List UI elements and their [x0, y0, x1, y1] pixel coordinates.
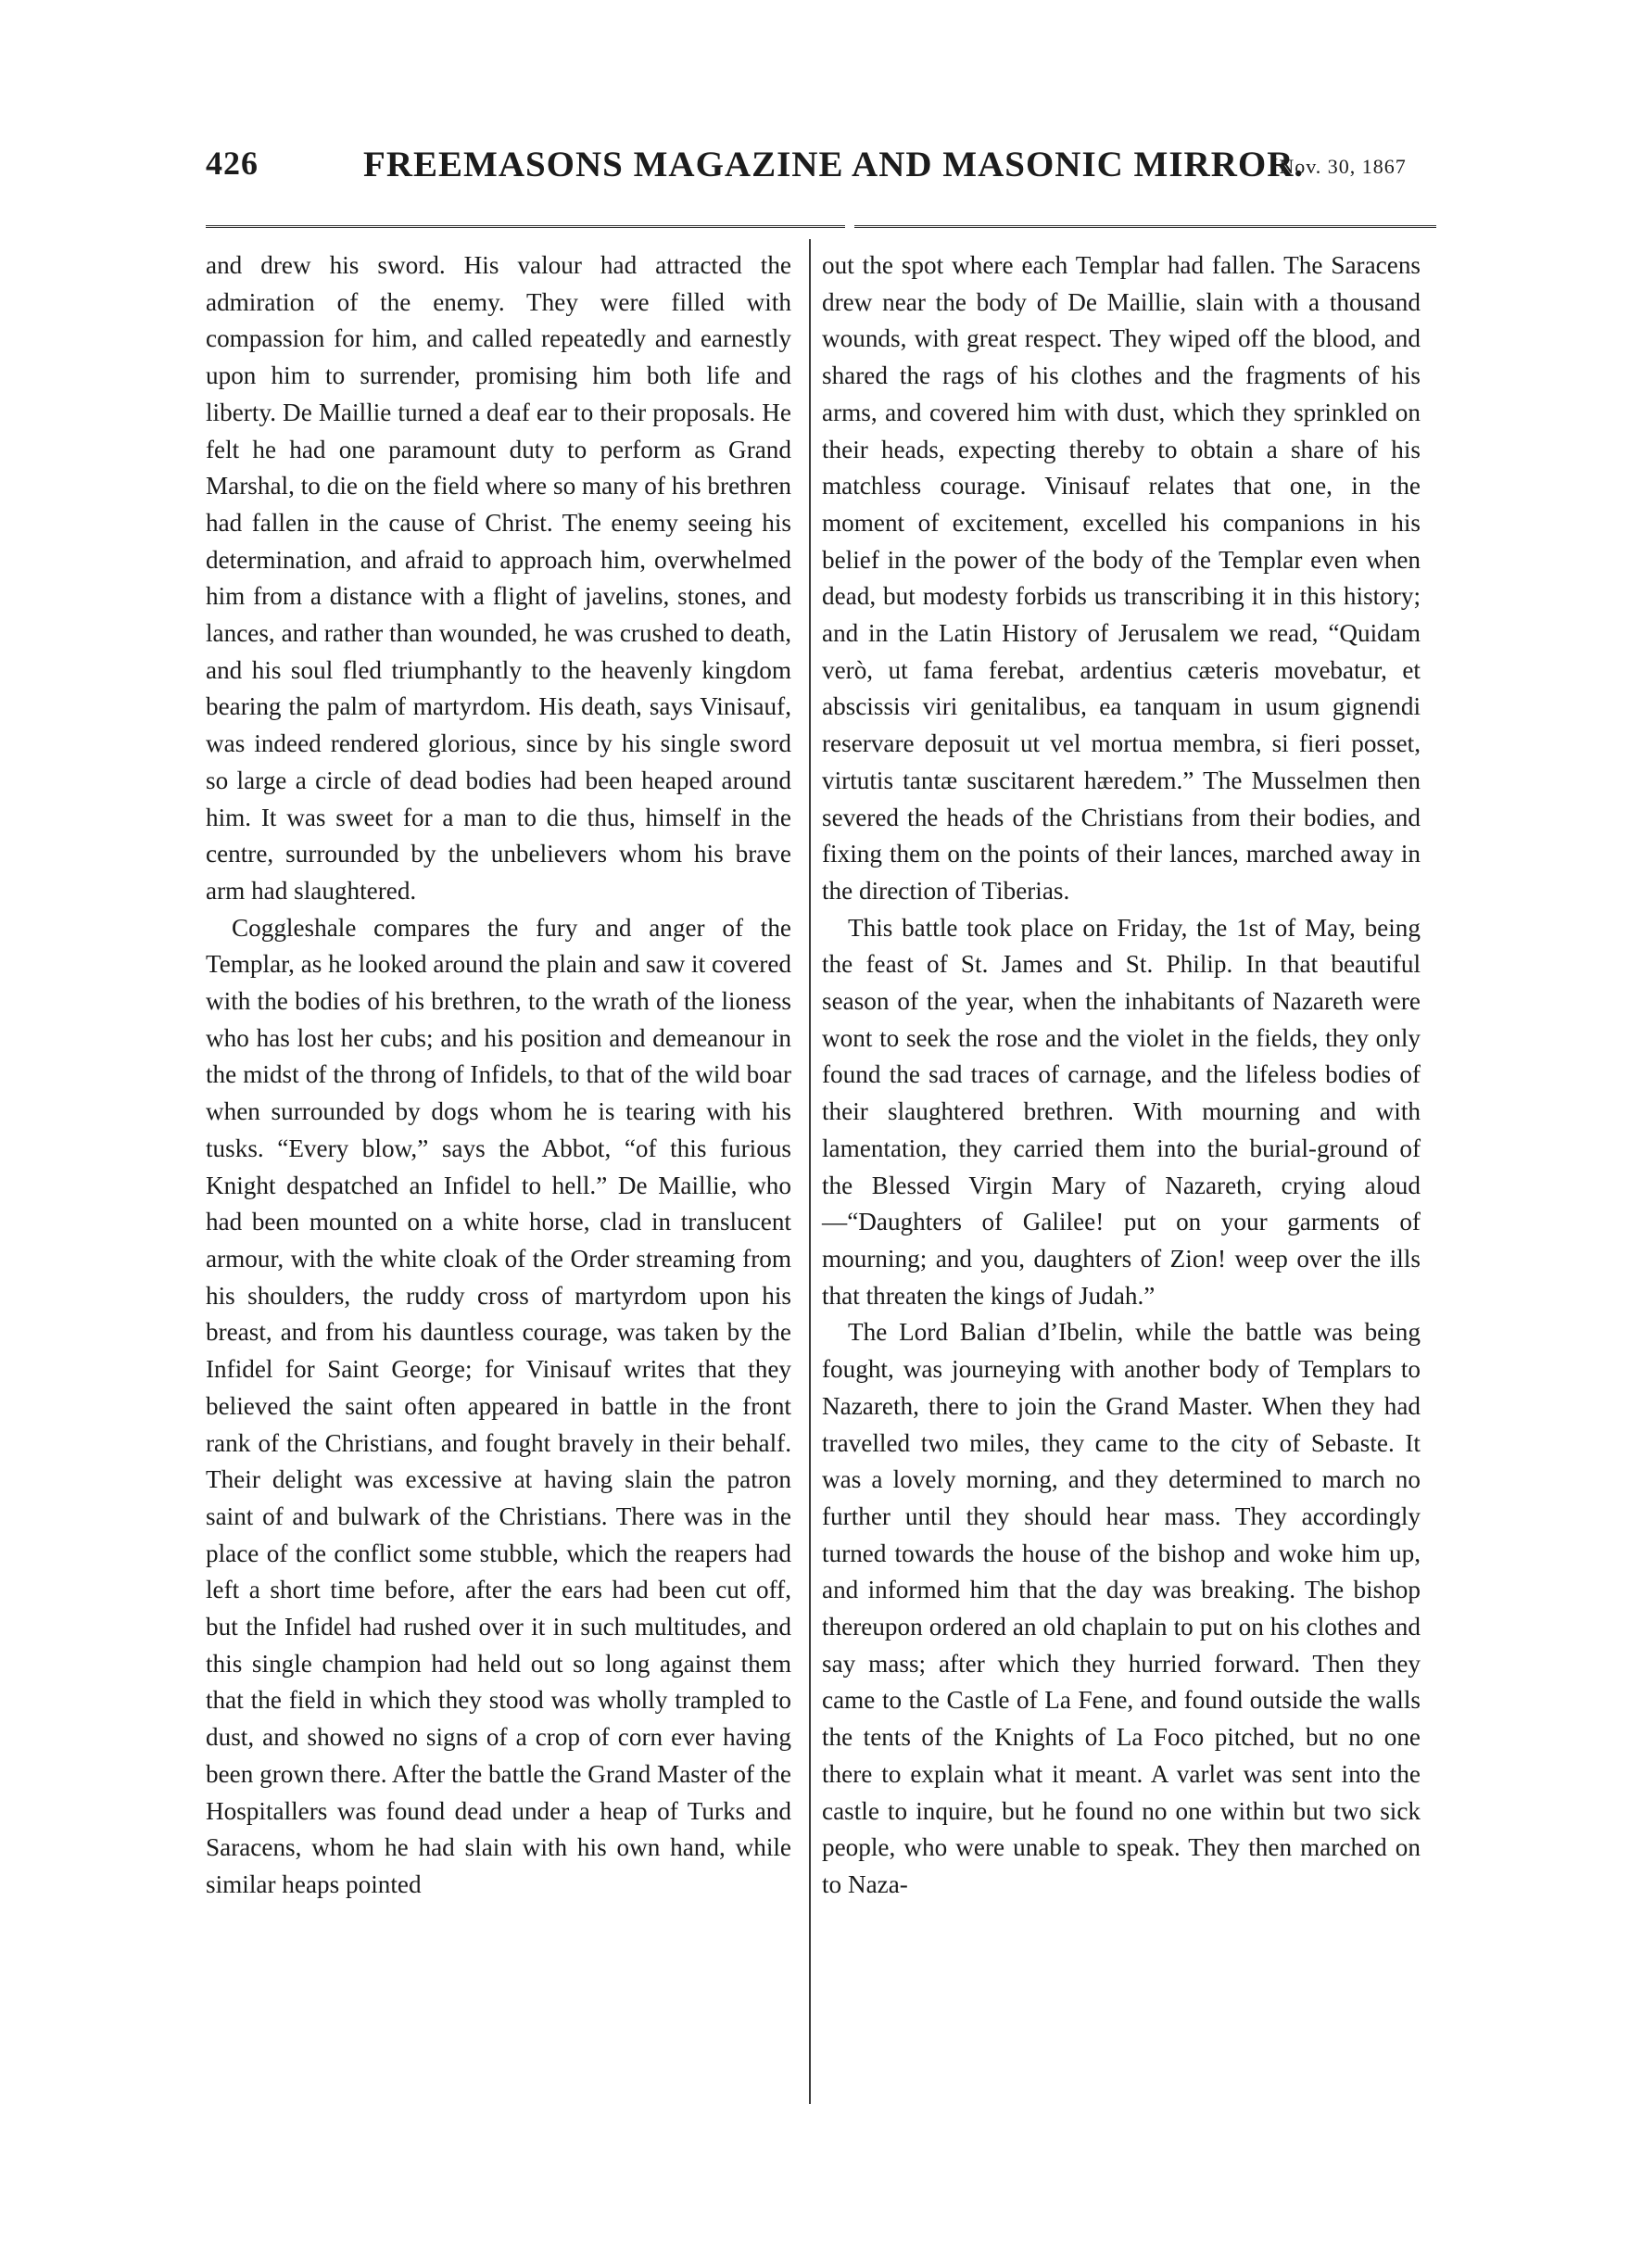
paragraph: out the spot where each Templar had fallen. The Saracens drew near the body of De Maillie, slain with a thousand wounds, with great respect. They wiped off the blood, and shared the rags of his clothes and the fragments of his arms, and covered him with dust, which they sprinkled on their heads, expecting thereby to obtain a share of his matchless courage. Vinisauf relates that one, in the moment of excitement, excelled his companions in his belief in the power of the body of the Templar even when dead, but modesty forbids us transcribing it in this history; and in the Latin History of Jerusalem we read, “Quidam verò, ut fama ferebat, ardentius cæteris movebatur, et abscissis viri genitalibus, ea tanquam in usum gignendi reservare deposuit ut vel mortua membra, si fieri posset, virtutis tantæ suscitarent hæredem.” The Musselmen then severed the heads of the Christians from their bodies, and fixing them on the points of their lances, marched away in the direction of Tiberias.: [822, 251, 1421, 905]
magazine-title: FREEMASONS MAGAZINE AND MASONIC MIRROR.: [363, 145, 1305, 184]
issue-date: [Nov. 30, 1867: [1271, 155, 1407, 178]
column-divider: [809, 239, 811, 2104]
page-number: 426: [206, 145, 259, 182]
paragraph: The Lord Balian d’Ibelin, while the battle was being fought, was journeying with another body of Templars to Nazareth, there to join the Grand Master. When they had travelled two miles, they came to the city of Sebaste. It was a lovely morning, and they determined to march no further until they should hear mass. They accordingly turned towards the house of the bishop and woke him up, and informed him that the day was breaking. The bishop thereupon ordered an old chaplain to put on his clothes and say mass; after which they hurried forward. Then they came to the Castle of La Fene, and found outside the walls the tents of the Knights of La Foco pitched, but no one there to explain what it meant. A varlet was sent into the castle to inquire, but he found no one within but two sick people, who were unable to speak. They then marched on to Naza-: [822, 1318, 1421, 1898]
header-rule-left: [206, 225, 845, 232]
paragraph: and drew his sword. His valour had attracted the admiration of the enemy. They were filled with compassion for him, and called repeatedly and earnestly upon him to surrender, promising him both life and liberty. De Maillie turned a deaf ear to their proposals. He felt he had one paramount duty to perform as Grand Marshal, to die on the field where so many of his brethren had fallen in the cause of Christ. The enemy seeing his determination, and afraid to approach him, overwhelmed him from a distance with a flight of javelins, stones, and lances, and rather than wounded, he was crushed to death, and his soul fled triumphantly to the heavenly kingdom bearing the palm of martyrdom. His death, says Vinisauf, was indeed rendered glorious, since by his single sword so large a circle of dead bodies had been heaped around him. It was sweet for a man to die thus, himself in the centre, surrounded by the unbelievers whom his brave arm had slaughtered.: [206, 251, 791, 905]
left-column: [206, 247, 791, 1904]
paragraph: This battle took place on Friday, the 1st of May, being the feast of St. James and St. Philip. In that beautiful season of the year, when the inhabitants of Nazareth were wont to seek the rose and the violet in the fields, they only found the sad traces of carnage, and the lifeless bodies of their slaughtered brethren. With mourning and with lamentation, they carried them into the burial-ground of the Blessed Virgin Mary of Nazareth, crying aloud—“Daughters of Galilee! put on your garments of mourning; and you, daughters of Zion! weep over the ills that threaten the kings of Judah.”: [822, 913, 1421, 1310]
page-header: [206, 144, 1438, 199]
right-column: [822, 247, 1421, 1904]
paragraph: Coggleshale compares the fury and anger of the Templar, as he looked around the plain and saw it covered with the bodies of his brethren, to the wrath of the lioness who has lost her cubs; and his position and demeanour in the midst of the throng of Infidels, to that of the wild boar when surrounded by dogs whom he is tearing with his tusks. “Every blow,” says the Abbot, “of this furious Knight despatched an Infidel to hell.” De Maillie, who had been mounted on a white horse, clad in translucent armour, with the white cloak of the Order streaming from his shoulders, the ruddy cross of martyrdom upon his breast, and from his dauntless courage, was taken by the Infidel for Saint George; for Vinisauf writes that they believed the saint often appeared in battle in the front rank of the Christians, and fought bravely in their behalf. Their delight was excessive at having slain the patron saint of and bulwark of the Christians. There was in the place of the conflict some stubble, which the reapers had left a short time before, after the ears had been cut off, but the Infidel had rushed over it in such multitudes, and this single champion had held out so long against them that the field in which they stood was wholly trampled to dust, and showed no signs of a crop of corn ever having been grown there. After the battle the Grand Master of the Hospitallers was found dead under a heap of Turks and Saracens, whom he had slain with his own hand, while similar heaps pointed: [206, 913, 791, 1898]
header-rule-right: [854, 225, 1436, 232]
